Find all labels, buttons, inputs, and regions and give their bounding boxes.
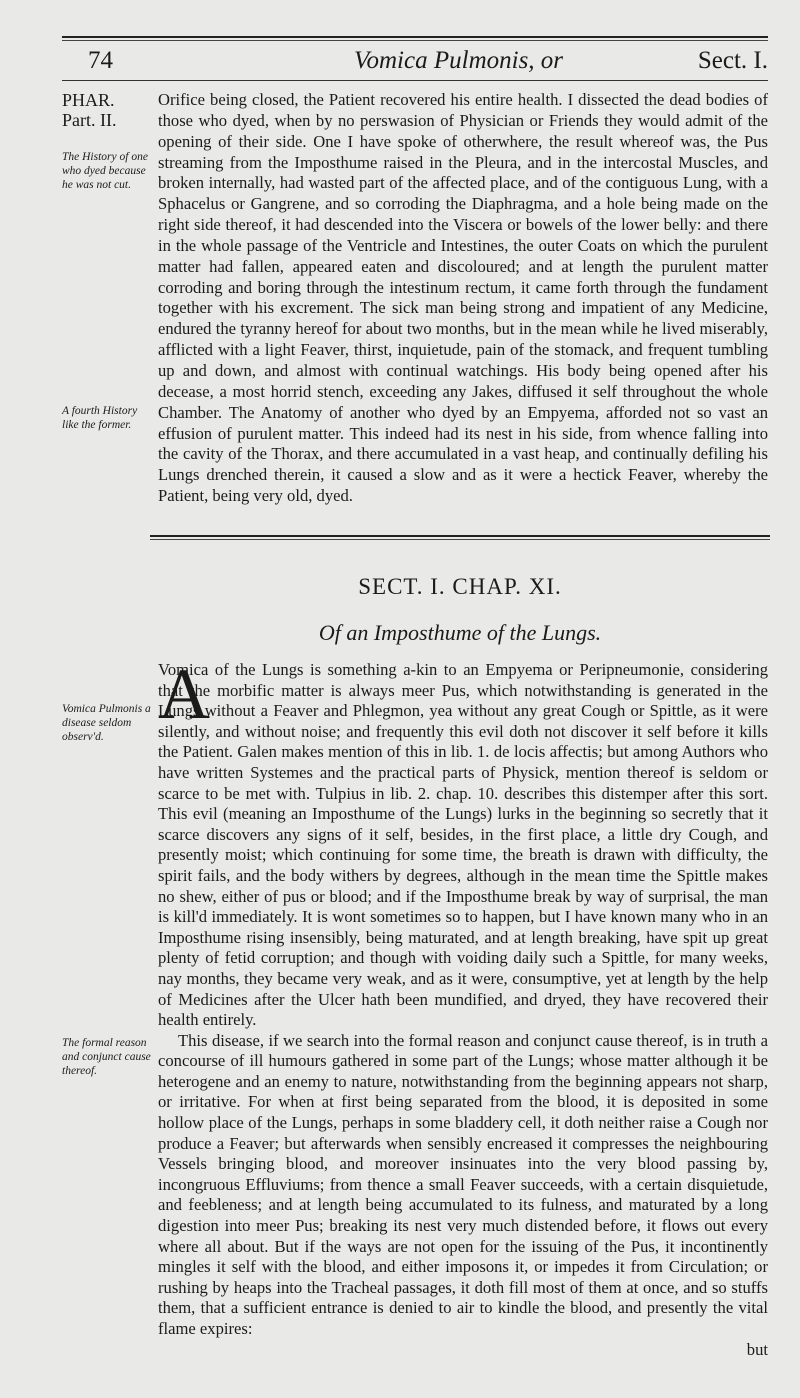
running-title: Vomica Pulmonis, or — [354, 47, 564, 74]
paragraph-vomica-text: Vomica of the Lungs is something a-kin to an Empyema or Peripneumonie, considering that the morbific matter is always meer Pus, which notwithstanding is generated in the Lungs without a Feaver and Phlegmon, yea without any great Cough or Spittle, as it were silently, and without noise; and frequently this evil doth not discover it self before it kills the Patient. Galen makes mention of this in lib. 1. de locis affectis; but among Authors who have written Systemes and the practical parts of Physick, mention thereof is seldom or scarce to be met with. Tulpius in lib. 2. chap. 10. describes this distemper after this sort. This evil (meaning an Imposthume of the Lungs) lurks in the beginning so secretly that it scarce discovers any signs of it self, besides, in the first place, a little dry Cough, and presently moist; which continuing for some time, the breath is drawn with difficulty, the spirit fails, and the body withers by degrees, although in the mean time the Spittle makes no shew, either of pus or blood; and if the Imposthume break by way of surprisal, the man is kill'd immediately. It is wont sometimes so to happen, but I have known many who in an Imposthume rising insensibly, being maturated, and at length breaking, have spit up great plenty of fetid corruption; and though with voiding daily such a Spittle, for many weeks, nay months, they became very weak, and as it were, consumptive, yet at length by the help of Medicines after the Ulcer hath been mundified, and dryed, they have recovered their health entirely. — [158, 660, 768, 1030]
margin-part: Part. II. — [62, 110, 117, 130]
body-text-bottom — [158, 654, 768, 1360]
paragraph-continuation: Orifice being closed, the Patient recovered his entire health. I dissected the dead bodies of those who dyed, when by no perswasion of Physician or Friends they would admit of the opening of their side. One I have spoke of otherwhere, the result whereof was, the Pus streaming from the Imposthume raised in the Pleura, and in the intercostal Muscles, and broken internally, had wasted part of the affected place, and of the contiguous Lung, with a Sphacelus or Gangrene, and so corroding the Diaphragma, and a hole being made on the right side thereof, it had descended into the Viscera or bowels of the lower belly: and there in the whole passage of the Ventricle and Intestines, the outer Coats on which the purulent matter had fallen, appeared eaten and discoloured; and at length the purulent matter corroding and boring through the intestinum rectum, it came forth through the fundament together with his excrement. The sick man being strong and impatient of any Medicine, endured the tyranny hereof for about two months, but in the mean while he lived miserably, afflicted with a light Feaver, thirst, inquietude, pain of the stomack, and frequent tumbling up and down, and almost with continual watchings. His body being opened after his decease, a most horrid stench, exceeding any Jakes, diffused it self throughout the whole Chamber. The Anatomy of another who dyed by an Empyema, afforded not so vast an effusion of purulent matter. This indeed had its nest in his side, from whence falling into the cavity of the Thorax, and there accumulated in a vast heap, and continually defiling his Lungs drenched therein, it caused a slow and as it were a hectick Feaver, whereby the Patient, being very old, dyed. — [158, 90, 768, 506]
drop-cap: A — [158, 654, 210, 734]
paragraph-vomica — [158, 654, 768, 1031]
chapter-subtitle: Of an Imposthume of the Lungs. — [318, 620, 602, 645]
chapter-title: SECT. I. CHAP. XI. — [358, 574, 562, 599]
chapter-rule — [150, 535, 770, 537]
header-rule — [62, 80, 768, 81]
top-rule-thin — [62, 40, 768, 41]
margin-note-formal-reason: The formal reason and conjunct cause thereof. — [62, 1037, 151, 1077]
section-label: Sect. I. — [697, 47, 768, 74]
top-rule — [62, 36, 768, 38]
paragraph-formal-reason: This disease, if we search into the formal reason and conjunct cause thereof, is in truth a concourse of ill humours gathered in some part of the Lungs; whose matter although it be heterogene and an enemy to nature, notwithstanding from the beginning appears not sharp, or irritative. For when at first being separated from the blood, it is deposited in some hollow place of the Lungs, perhaps in some bladdery cell, it doth neither raise a Cough nor produce a Feaver; but afterwards when sensibly encreased it compresses the neighbouring Vessels bringing blood, and moreover insinuates into the very blood passing by, incongruous Effluviums; from thence a small Feaver succeeds, with a certain disquietude, and feebleness; and at length being accumulated to its fulness, and maturated by a long digestion into meer Pus; breaking its nest very much distended before, it flows out every where all about. But if the ways are not open for the issuing of the Pus, it incontinently mingles it self with the blood, and either imposons it, or impedes it from Circulation; or rushing by heaps into the Tracheal passages, it doth fill most of them at once, and so stuffs them, that a sufficient entrance is denied to air to kindle the blood, and presently the vital flame expires: — [158, 1030, 768, 1338]
chapter-rule-thin — [150, 539, 770, 540]
page-number: 74 — [88, 47, 113, 74]
margin-phar: PHAR. — [62, 90, 115, 110]
page-header — [62, 47, 768, 77]
margin-note-vomica: Vomica Pulmonis a disease seldom observ'd. — [62, 703, 151, 743]
margin-heading — [62, 90, 152, 130]
margin-note-history: The History of one who dyed because he was not cut. — [62, 151, 148, 191]
margin-note-fourth-history: A fourth History like the former. — [62, 405, 138, 431]
body-text-top — [158, 90, 768, 507]
catchword: but — [746, 1339, 768, 1359]
